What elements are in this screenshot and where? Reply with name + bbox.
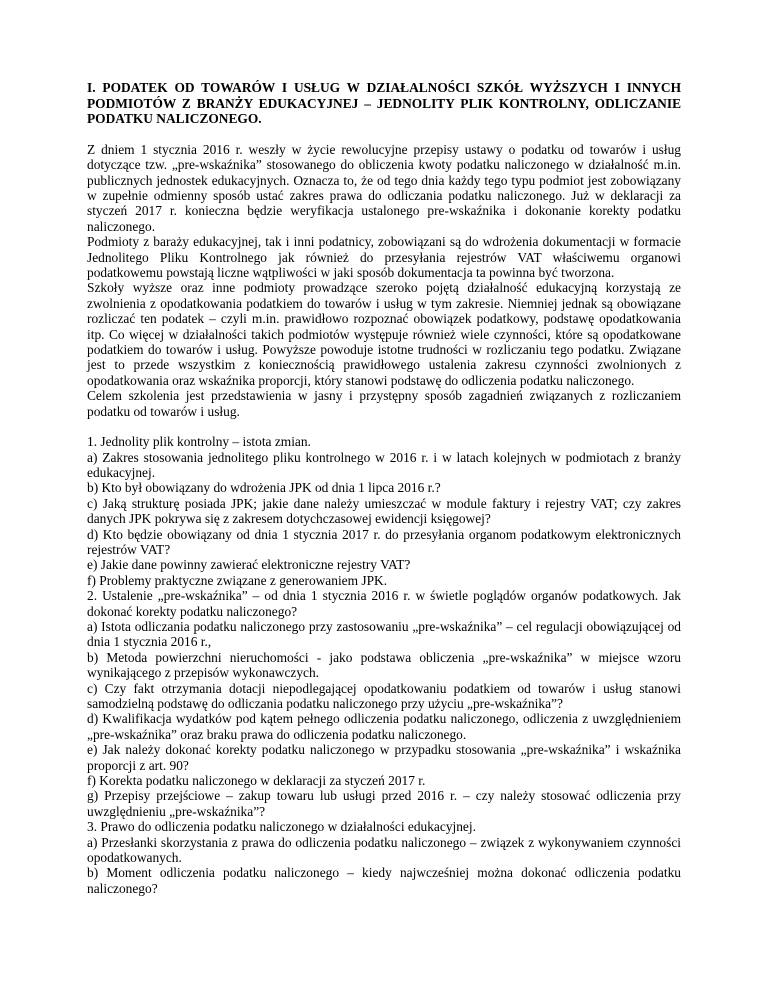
- agenda-item: d) Kwalifikacja wydatków pod kątem pełnego odliczenia podatku naliczonego, odliczenia z uwzględnieniem „pre-wskaźnika” oraz braku prawa do odliczenia podatku naliczonego.: [87, 711, 681, 742]
- agenda-item: b) Moment odliczenia podatku naliczonego – kiedy najwcześniej można dokonać odliczenia podatku naliczonego?: [87, 865, 681, 896]
- agenda-list: [87, 434, 681, 896]
- agenda-item: a) Przesłanki skorzystania z prawa do odliczenia podatku naliczonego – związek z wykonywaniem czynności opodatkowanych.: [87, 834, 681, 866]
- agenda-item: c) Czy fakt otrzymania dotacji niepodlegającej opodatkowaniu podatkiem od towarów i usług stanowi samodzielną podstawę do odliczania podatku naliczonego przy użyciu „pre-wskaźnika”?: [87, 680, 681, 711]
- agenda-item: a) Zakres stosowania jednolitego pliku kontrolnego w 2016 r. i w latach kolejnych w podmiotach z branży edukacyjnej.: [87, 449, 681, 480]
- intro-section: [87, 142, 681, 419]
- agenda-item: e) Jak należy dokonać korekty podatku naliczonego w przypadku stosowania „pre-wskaźnika” i wskaźnika proporcji z art. 90?: [87, 742, 681, 773]
- agenda-item: b) Kto był obowiązany do wdrożenia JPK od dnia 1 lipca 2016 r.?: [87, 480, 441, 496]
- agenda-item: 3. Prawo do odliczenia podatku naliczonego w działalności edukacyjnej.: [87, 819, 476, 835]
- agenda-item: 1. Jednolity plik kontrolny – istota zmian.: [87, 434, 311, 450]
- intro-paragraph: Podmioty z baraży edukacyjnej, tak i inni podatnicy, zobowiązani są do wdrożenia dokumentacji w formacie Jednolitego Pliku Kontrolnego jak również do przesyłania rejestrów VAT właściwemu organowi podatkowemu powstają liczne wątpliwości w jaki sposób dokumentacja ta powinna być tworzona.: [87, 234, 681, 281]
- document-title: I. PODATEK OD TOWARÓW I USŁUG W DZIAŁALNOŚCI SZKÓŁ WYŻSZYCH I INNYCH PODMIOTÓW Z BRANŻY EDUKACYJNEJ – JEDNOLITY PLIK KONTROLNY, ODLICZANIE PODATKU NALICZONEGO.: [87, 80, 681, 127]
- intro-paragraph: Celem szkolenia jest przedstawienia w jasny i przystępny sposób zagadnień związanych z rozliczaniem podatku od towarów i usług.: [87, 388, 681, 419]
- intro-paragraph: Szkoły wyższe oraz inne podmioty prowadzące szeroko pojętą działalność edukacyjną korzystają ze zwolnienia z opodatkowania podatkiem do towarów i usług w tym zakresie. Niemniej jednak są obowiązane rozliczać ten podatek – czyli m.in. prawidłowo rozpoznać obowiązek podatkowy, podstawę opodatkowania itp. Co więcej w działalności takich podmiotów występuje również wiele czynności, które są opodatkowane podatkiem do towarów i usług. Powyższe powoduje istotne trudności w rozliczaniu tego podatku. Związane jest to przede wszystkim z koniecznością prawidłowego ustalenia zakresu czynności zwolnionych z opodatkowania oraz wskaźnika proporcji, który stanowi podstawę do odliczenia podatku naliczonego.: [87, 280, 681, 388]
- agenda-item: f) Problemy praktyczne związane z generowaniem JPK.: [87, 572, 388, 588]
- agenda-item: b) Metoda powierzchni nieruchomości - jako podstawa obliczenia „pre-wskaźnika” w miejsce wzoru wynikającego z przepisów wykonawczych.: [87, 649, 681, 681]
- agenda-item: d) Kto będzie obowiązany od dnia 1 stycznia 2017 r. do przesyłania organom podatkowym elektronicznych rejestrów VAT?: [87, 526, 681, 557]
- agenda-item: e) Jakie dane powinny zawierać elektroniczne rejestry VAT?: [87, 557, 411, 573]
- agenda-item: a) Istota odliczania podatku naliczonego przy zastosowaniu „pre-wskaźnika” – cel regulacji obowiązującej od dnia 1 stycznia 2016 r.,: [87, 618, 681, 650]
- agenda-item: g) Przepisy przejściowe – zakup towaru lub usługi przed 2016 r. – czy należy stosować odliczenia przy uwzględnieniu „pre-wskaźnika”?: [87, 788, 681, 819]
- agenda-item: 2. Ustalenie „pre-wskaźnika” – od dnia 1 stycznia 2016 r. w świetle poglądów organów podatkowych. Jak dokonać korekty podatku naliczonego?: [87, 588, 681, 619]
- agenda-item: f) Korekta podatku naliczonego w deklaracji za styczeń 2017 r.: [87, 773, 426, 789]
- document-page: [87, 80, 681, 896]
- intro-paragraph: Z dniem 1 stycznia 2016 r. weszły w życie rewolucyjne przepisy ustawy o podatku od towarów i usług dotyczące tzw. „pre-wskaźnika” stosowanego do obliczenia kwoty podatku naliczonego w działalność m.in. publicznych jednostek edukacyjnych. Oznacza to, że od tego dnia każdy tego typu podmiot jest zobowiązany w zupełnie odmienny sposób ustać zakres prawa do odliczania podatku naliczonego. Już w deklaracji za styczeń 2017 r. konieczna będzie weryfikacja ustalonego pre-wskaźnika i dokonanie korekty podatku naliczonego.: [87, 141, 681, 234]
- agenda-item: c) Jaką strukturę posiada JPK; jakie dane należy umieszczać w module faktury i rejestry VAT; czy zakres danych JPK pokrywa się z zakresem dotychczasowej ewidencji księgowej?: [87, 495, 681, 527]
